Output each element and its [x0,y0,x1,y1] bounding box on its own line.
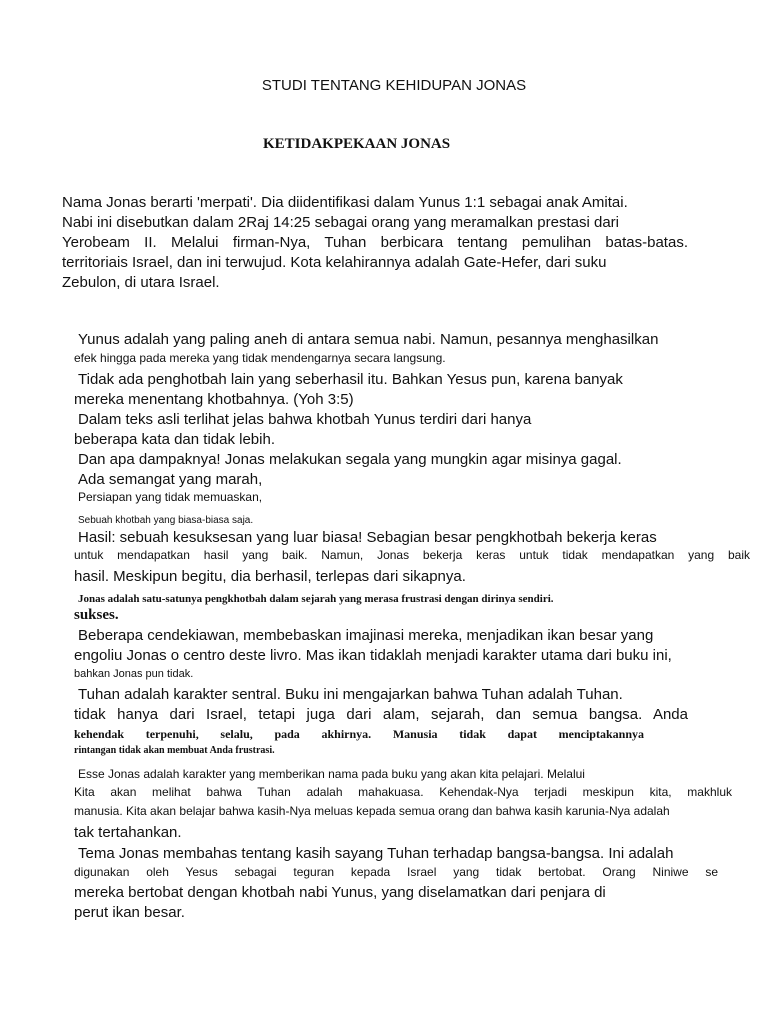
list-item-text: Tuhan adalah karakter sentral. Buku ini mengajarkan bahwa Tuhan adalah Tuhan. [78,686,623,703]
list-item-text: Persiapan yang tidak memuaskan, [78,490,263,504]
list-item [74,845,673,862]
list-item [74,371,623,388]
list-item [74,491,262,505]
list-item-continuation: Kita akan melihat bahwa Tuhan adalah mahakuasa. Kehendak-Nya terjadi meskipun kita, makhluk [74,785,732,799]
list-item-text: Ada semangat yang marah, [78,471,263,488]
list-item-continuation: mereka menentang khotbahnya. (Yoh 3:5) [74,391,354,408]
list-item [74,331,658,348]
list-item-continuation: untuk mendapatkan hasil yang baik. Namun, Jonas bekerja keras untuk tidak mendapatkan yang baik [74,548,750,562]
list-item-continuation: efek hingga pada mereka yang tidak mendengarnya secara langsung. [74,351,446,365]
list-item-text: Jonas adalah satu-satunya pengkhotbah dalam sejarah yang merasa frustrasi dengan dirinya sendiri. [78,593,554,605]
list-item-text: Hasil: sebuah kesuksesan yang luar biasa! Sebagian besar pengkhotbah bekerja keras [78,529,657,546]
list-item [74,471,262,488]
list-item-continuation: manusia. Kita akan belajar bahwa kasih-Nya meluas kepada semua orang dan bahwa kasih karunia-Nya adalah [74,804,670,818]
intro-line: territoriais Israel, dan ini terwujud. Kota kelahirannya adalah Gate-Hefer, dari suku [62,254,607,271]
list-item-continuation: hasil. Meskipun begitu, dia berhasil, terlepas dari sikapnya. [74,568,466,585]
list-item-continuation: tidak hanya dari Israel, tetapi juga dari alam, sejarah, dan semua bangsa. Anda [74,706,688,723]
intro-line: Nama Jonas berarti 'merpati'. Dia diidentifikasi dalam Yunus 1:1 sebagai anak Amitai. [62,194,628,211]
list-item [74,592,554,606]
list-item-continuation: engoliu Jonas o centro deste livro. Mas ikan tidaklah menjadi karakter utama dari buku ini, [74,647,672,664]
list-item-continuation: bahkan Jonas pun tidak. [74,668,194,680]
page-title: STUDI TENTANG KEHIDUPAN JONAS [261,77,527,94]
list-item-text: Dalam teks asli terlihat jelas bahwa khotbah Yunus terdiri dari hanya [78,411,532,428]
list-item-continuation: kehendak terpenuhi, selalu, pada akhirnya. Manusia tidak dapat menciptakannya [74,727,644,741]
list-item [74,411,531,428]
intro-line: Nabi ini disebutkan dalam 2Raj 14:25 sebagai orang yang meramalkan prestasi dari [62,214,619,231]
intro-line: Yerobeam II. Melalui firman-Nya, Tuhan berbicara tentang pemulihan batas-batas. [62,234,688,251]
list-item [74,686,623,703]
list-item-text: Tidak ada penghotbah lain yang seberhasil itu. Bahkan Yesus pun, karena banyak [78,371,623,388]
list-item-continuation: perut ikan besar. [74,904,185,921]
list-item-text: Sebuah khotbah yang biasa-biasa saja. [78,515,254,526]
list-item-continuation: mereka bertobat dengan khotbah nabi Yunus, yang diselamatkan dari penjara di [74,884,606,901]
list-item-text: Tema Jonas membahas tentang kasih sayang Tuhan terhadap bangsa-bangsa. Ini adalah [78,845,674,862]
list-item [74,529,657,546]
list-item-continuation: tak tertahankan. [74,824,182,841]
list-item-text: Yunus adalah yang paling aneh di antara semua nabi. Namun, pesannya menghasilkan [78,331,659,348]
list-item-continuation: digunakan oleh Yesus sebagai teguran kepada Israel yang tidak bertobat. Orang Niniwe se [74,865,718,879]
list-item-text: Dan apa dampaknya! Jonas melakukan segala yang mungkin agar misinya gagal. [78,451,622,468]
list-item [74,768,585,782]
list-item-continuation: beberapa kata dan tidak lebih. [74,431,275,448]
list-item [74,513,253,527]
list-item [74,627,653,644]
page-subtitle: KETIDAKPEKAAN JONAS [263,136,451,152]
list-item-continuation: rintangan tidak akan membuat Anda frustrasi. [74,745,275,756]
list-item-text: Beberapa cendekiawan, membebaskan imajinasi mereka, menjadikan ikan besar yang [78,627,654,644]
list-item-continuation: sukses. [74,607,119,623]
intro-line: Zebulon, di utara Israel. [62,274,220,291]
list-item-text: Esse Jonas adalah karakter yang memberikan nama pada buku yang akan kita pelajari. Melalui [78,767,585,781]
list-item [74,451,622,468]
